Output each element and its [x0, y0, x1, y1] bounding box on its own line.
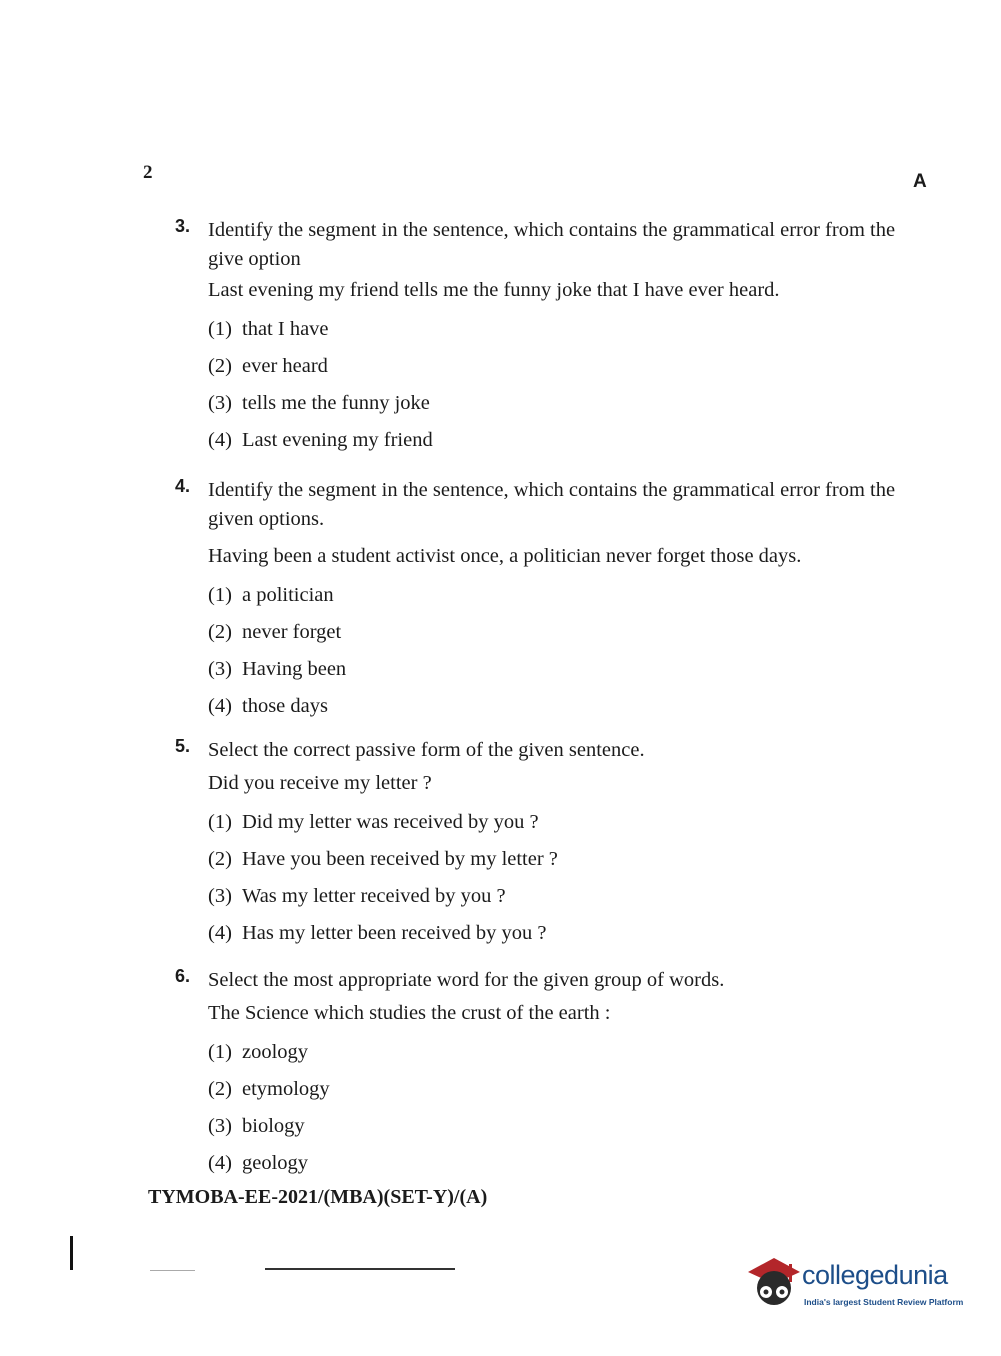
option-number: (1) [208, 811, 232, 833]
footer-rule-short [150, 1270, 195, 1271]
option-number: (1) [208, 1041, 232, 1063]
option-number: (4) [208, 1152, 232, 1174]
option-1 [208, 311, 920, 348]
option-2 [208, 1071, 920, 1108]
option-1 [208, 804, 920, 841]
option-number: (3) [208, 1115, 232, 1137]
option-4 [208, 422, 920, 459]
option-3 [208, 651, 920, 688]
option-text: geology [242, 1152, 309, 1174]
option-text: Last evening my friend [242, 429, 433, 451]
mascot-icon [744, 1250, 804, 1310]
option-text: Did my letter was received by you ? [242, 811, 539, 833]
option-4 [208, 1145, 920, 1182]
options-list [208, 577, 920, 725]
options-list [208, 804, 920, 952]
option-2 [208, 348, 920, 385]
option-number: (2) [208, 1078, 232, 1100]
option-text: that I have [242, 318, 329, 340]
option-text: never forget [242, 621, 342, 643]
question-3 [175, 216, 920, 459]
option-number: (3) [208, 658, 232, 680]
option-text: tells me the funny joke [242, 392, 430, 414]
option-text: Having been [242, 658, 347, 680]
logo-tagline: India's largest Student Review Platform [804, 1297, 964, 1307]
option-number: (4) [208, 429, 232, 451]
question-text: Identify the segment in the sentence, which contains the grammatical error from the given options. [208, 479, 896, 530]
logo-brand: collegedunia [802, 1260, 948, 1290]
question-text: Select the most appropriate word for the given group of words. [208, 969, 725, 991]
option-number: (1) [208, 584, 232, 606]
option-2 [208, 614, 920, 651]
option-4 [208, 688, 920, 725]
question-sentence: Last evening my friend tells me the funny joke that I have ever heard. [208, 279, 780, 301]
question-number: 3. [175, 216, 191, 236]
option-number: (3) [208, 885, 232, 907]
option-3 [208, 385, 920, 422]
option-text: Have you been received by my letter ? [242, 848, 558, 870]
page-number: 2 [143, 162, 153, 183]
question-sentence: Having been a student activist once, a politician never forget those days. [208, 545, 802, 567]
question-number: 4. [175, 476, 191, 496]
collegedunia-logo [744, 1250, 969, 1310]
option-3 [208, 878, 920, 915]
exam-code: TYMOBA-EE-2021/(MBA)(SET-Y)/(A) [148, 1186, 488, 1208]
option-1 [208, 577, 920, 614]
option-text: Was my letter received by you ? [242, 885, 506, 907]
scan-margin-mark [70, 1236, 73, 1270]
question-sentence: Did you receive my letter ? [208, 772, 432, 794]
footer-rule [265, 1268, 455, 1270]
option-number: (2) [208, 848, 232, 870]
option-4 [208, 915, 920, 952]
question-5 [175, 736, 920, 952]
set-letter: A [913, 171, 927, 192]
option-number: (2) [208, 621, 232, 643]
option-text: Has my letter been received by you ? [242, 922, 547, 944]
option-number: (1) [208, 318, 232, 340]
option-2 [208, 841, 920, 878]
option-number: (4) [208, 695, 232, 717]
option-text: a politician [242, 584, 334, 606]
option-3 [208, 1108, 920, 1145]
question-6 [175, 966, 920, 1182]
question-text: Select the correct passive form of the given sentence. [208, 739, 645, 761]
option-number: (4) [208, 922, 232, 944]
option-text: those days [242, 695, 328, 717]
options-list [208, 1034, 920, 1182]
option-number: (2) [208, 355, 232, 377]
option-text: zoology [242, 1041, 309, 1063]
question-sentence: The Science which studies the crust of the earth : [208, 1002, 611, 1024]
options-list [208, 311, 920, 459]
option-text: etymology [242, 1078, 330, 1100]
question-text: Identify the segment in the sentence, which contains the grammatical error from the give option [208, 219, 896, 270]
option-text: biology [242, 1115, 305, 1137]
question-number: 5. [175, 736, 191, 756]
option-number: (3) [208, 392, 232, 414]
option-text: ever heard [242, 355, 328, 377]
option-1 [208, 1034, 920, 1071]
question-4 [175, 476, 920, 725]
question-number: 6. [175, 966, 191, 986]
